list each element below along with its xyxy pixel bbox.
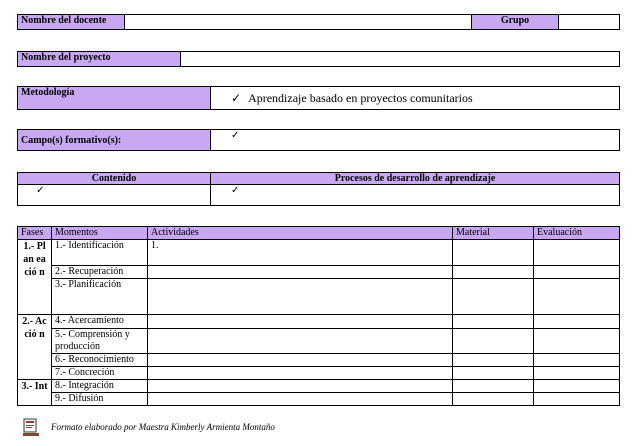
grupo-label: Grupo	[472, 15, 559, 30]
evaluacion-cell[interactable]	[534, 315, 620, 328]
evaluacion-cell[interactable]	[534, 328, 620, 353]
grupo-field[interactable]	[559, 15, 620, 30]
actividad-cell[interactable]	[148, 266, 453, 279]
header-momentos: Momentos	[52, 227, 148, 240]
material-cell[interactable]	[453, 379, 534, 392]
actividad-cell[interactable]	[148, 392, 453, 405]
material-cell[interactable]	[453, 392, 534, 405]
momento-cell: 6.- Reconocimiento	[52, 353, 148, 366]
actividad-cell[interactable]	[148, 366, 453, 379]
material-cell[interactable]	[453, 240, 534, 266]
check-icon: ✓	[231, 90, 242, 105]
momento-cell: 7.- Concreción	[52, 366, 148, 379]
contenido-field[interactable]	[18, 185, 211, 206]
material-cell[interactable]	[453, 279, 534, 315]
evaluacion-cell[interactable]	[534, 379, 620, 392]
contenido-header: Contenido	[18, 173, 211, 185]
evaluacion-cell[interactable]	[534, 353, 620, 366]
campo-label: Campo(s) formativo(s):	[18, 130, 211, 151]
table-row	[18, 392, 620, 405]
evaluacion-cell[interactable]	[534, 240, 620, 266]
fase-accion: 2.- Ac ció n	[18, 315, 52, 379]
proyecto-label: Nombre del proyecto	[18, 52, 181, 67]
evaluacion-cell[interactable]	[534, 266, 620, 279]
table-row	[18, 379, 620, 392]
table-row	[18, 266, 620, 279]
evaluacion-cell[interactable]	[534, 366, 620, 379]
table-row	[18, 315, 620, 328]
header-evaluacion: Evaluación	[534, 227, 620, 240]
material-cell[interactable]	[453, 366, 534, 379]
momento-cell: 1.- Identificación	[52, 240, 148, 266]
docente-field[interactable]	[125, 15, 472, 30]
fase-planeacion: 1.- Pl an ea ció n	[18, 240, 52, 315]
footer-text: Formato elaborado por Maestra Kimberly Armienta Montaño	[51, 422, 275, 432]
header-material: Material	[453, 227, 534, 240]
planeacion-table	[17, 226, 620, 406]
table-row	[18, 353, 620, 366]
actividad-cell[interactable]: 1.	[148, 240, 453, 266]
momento-cell: 2.- Recuperación	[52, 266, 148, 279]
proyecto-field[interactable]	[181, 52, 620, 67]
contenido-table	[17, 172, 620, 206]
momento-cell: 8.- Integración	[52, 379, 148, 392]
check-icon: ✓	[36, 185, 45, 196]
proyecto-table	[17, 51, 620, 67]
procesos-field[interactable]	[211, 185, 620, 206]
book-logo-icon	[22, 417, 40, 437]
fase-intervencion: 3.- Int	[18, 379, 52, 405]
docente-label: Nombre del docente	[18, 15, 125, 30]
campo-field[interactable]	[211, 130, 620, 151]
metodologia-table	[17, 86, 620, 110]
table-row	[18, 328, 620, 353]
procesos-header: Procesos de desarrollo de aprendizaje	[211, 173, 620, 185]
table-row	[18, 240, 620, 266]
material-cell[interactable]	[453, 353, 534, 366]
evaluacion-cell[interactable]	[534, 392, 620, 405]
metodologia-label: Metodología	[18, 87, 211, 110]
actividad-cell[interactable]	[148, 353, 453, 366]
docente-table	[17, 14, 620, 30]
momento-cell: 9.- Difusión	[52, 392, 148, 405]
momento-cell: 5.- Comprensión y producción	[52, 328, 148, 353]
material-cell[interactable]	[453, 328, 534, 353]
header-fases: Fases	[18, 227, 52, 240]
evaluacion-cell[interactable]	[534, 279, 620, 315]
metodologia-value: Aprendizaje basado en proyectos comunitarios	[248, 90, 473, 105]
header-actividades: Actividades	[148, 227, 453, 240]
material-cell[interactable]	[453, 266, 534, 279]
footer	[22, 417, 422, 437]
momento-cell: 3.- Planificación	[52, 279, 148, 315]
check-icon: ✓	[231, 185, 240, 196]
campo-table	[17, 129, 620, 151]
table-row	[18, 366, 620, 379]
actividad-cell[interactable]	[148, 315, 453, 328]
metodologia-field[interactable]	[211, 87, 620, 110]
momento-cell: 4.- Acercamiento	[52, 315, 148, 328]
actividad-cell[interactable]	[148, 328, 453, 353]
actividad-cell[interactable]	[148, 279, 453, 315]
check-icon: ✓	[231, 130, 240, 141]
material-cell[interactable]	[453, 315, 534, 328]
table-row	[18, 279, 620, 315]
actividad-cell[interactable]	[148, 379, 453, 392]
